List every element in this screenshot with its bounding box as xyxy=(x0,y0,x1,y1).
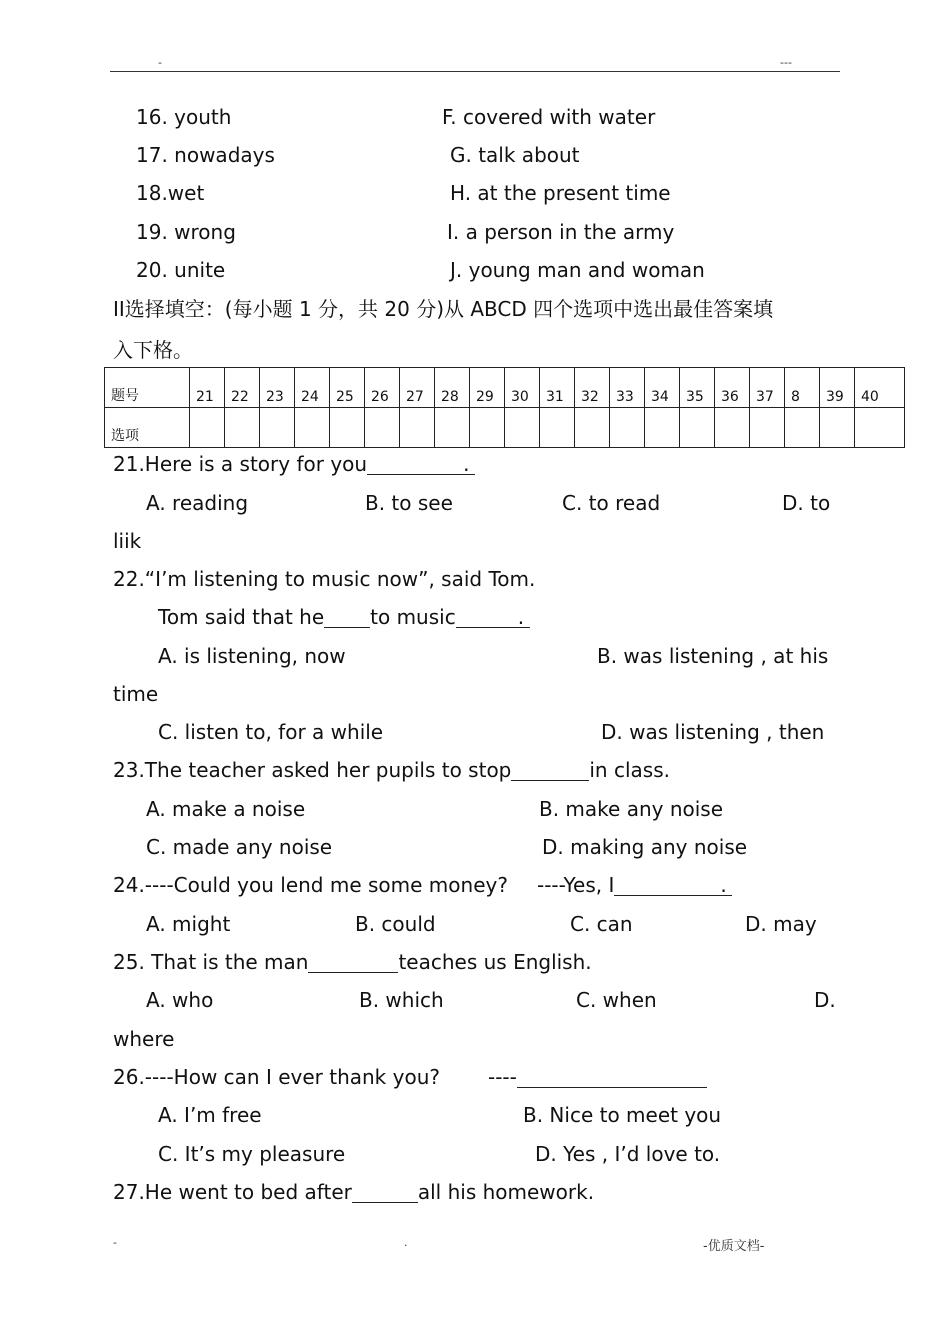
question-number-cell: 34 xyxy=(645,368,680,408)
matching-definition: H. at the present time xyxy=(450,181,671,205)
question-number-cell: 39 xyxy=(820,368,855,408)
option-d[interactable]: D. making any noise xyxy=(542,835,748,859)
question-24-stem: 24.----Could you lend me some money? xyxy=(113,873,508,897)
option-d[interactable]: D. xyxy=(814,988,836,1012)
option-b[interactable]: B. was listening , at his xyxy=(597,644,829,668)
matching-word: 16. youth xyxy=(136,105,232,129)
answer-blank[interactable] xyxy=(511,760,589,781)
matching-definition: G. talk about xyxy=(450,143,580,167)
answer-cell[interactable] xyxy=(540,408,575,448)
answer-blank[interactable] xyxy=(352,1182,418,1203)
option-b[interactable]: B. which xyxy=(359,988,444,1012)
answer-cell[interactable] xyxy=(260,408,295,448)
answer-table xyxy=(104,367,905,448)
option-c[interactable]: C. to read xyxy=(562,491,661,515)
option-a[interactable]: A. make a noise xyxy=(146,797,306,821)
answer-cell[interactable] xyxy=(330,408,365,448)
matching-definition: J. young man and woman xyxy=(450,258,705,282)
answer-cell[interactable] xyxy=(680,408,715,448)
answer-cell[interactable] xyxy=(225,408,260,448)
option-d[interactable]: D. may xyxy=(745,912,817,936)
question-number-cell: 32 xyxy=(575,368,610,408)
stem-text: in class. xyxy=(589,758,670,782)
matching-word: 17. nowadays xyxy=(136,143,275,167)
question-number-cell: 25 xyxy=(330,368,365,408)
question-number-cell: 40 xyxy=(855,368,905,408)
stem-text: 23.The teacher asked her pupils to stop xyxy=(113,758,512,782)
answer-cell[interactable] xyxy=(855,408,905,448)
option-d[interactable]: D. to xyxy=(782,491,831,515)
stem-text: 27.He went to bed after xyxy=(113,1180,352,1204)
answer-cell[interactable] xyxy=(190,408,225,448)
answer-cell[interactable] xyxy=(820,408,855,448)
question-number-cell: 8 xyxy=(785,368,820,408)
answer-cell[interactable] xyxy=(575,408,610,448)
option-c[interactable]: C. listen to, for a while xyxy=(158,720,384,744)
option-d[interactable]: D. was listening , then xyxy=(601,720,825,744)
answer-blank[interactable] xyxy=(614,875,732,896)
question-23-stem xyxy=(113,757,670,783)
stem-end: . xyxy=(720,873,727,897)
option-b[interactable]: B. could xyxy=(355,912,436,936)
question-number-cell: 29 xyxy=(470,368,505,408)
option-d-wrap: liik xyxy=(113,529,142,553)
question-number-cell: 33 xyxy=(610,368,645,408)
option-a[interactable]: A. is listening, now xyxy=(158,644,346,668)
stem-text: teaches us English. xyxy=(398,950,592,974)
row-label: 题号 xyxy=(105,368,190,408)
answer-blank[interactable] xyxy=(517,1067,707,1088)
header-left-mark: - xyxy=(158,56,162,69)
stem-text: 21.Here is a story for you xyxy=(113,452,368,476)
option-d[interactable]: D. Yes , I’d love to. xyxy=(535,1142,721,1166)
footer-left-mark: - xyxy=(113,1236,117,1249)
option-c[interactable]: C. It’s my pleasure xyxy=(158,1142,346,1166)
option-c[interactable]: C. when xyxy=(576,988,657,1012)
stem-text: Tom said that he xyxy=(158,605,325,629)
option-b[interactable]: B. make any noise xyxy=(539,797,724,821)
reply-text: ---- xyxy=(488,1065,517,1089)
question-22-line2 xyxy=(158,604,524,630)
option-a[interactable]: A. might xyxy=(146,912,231,936)
section-heading-cont: 入下格。 xyxy=(113,338,193,362)
answer-cell[interactable] xyxy=(365,408,400,448)
stem-text: to music xyxy=(370,605,456,629)
question-number-cell: 23 xyxy=(260,368,295,408)
answer-blank[interactable] xyxy=(367,454,475,475)
answer-blank[interactable] xyxy=(308,952,398,973)
option-b[interactable]: B. to see xyxy=(365,491,453,515)
matching-word: 18.wet xyxy=(136,181,205,205)
question-27-stem xyxy=(113,1179,594,1205)
answer-cell[interactable] xyxy=(715,408,750,448)
question-number-cell: 36 xyxy=(715,368,750,408)
option-b-wrap: time xyxy=(113,682,159,706)
matching-definition: F. covered with water xyxy=(442,105,656,129)
answer-cell[interactable] xyxy=(400,408,435,448)
section-heading: II选择填空：(每小题 1 分，共 20 分)从 ABCD 四个选项中选出最佳答案填 xyxy=(113,297,774,321)
answer-blank[interactable] xyxy=(324,607,370,628)
stem-end: . xyxy=(517,605,525,629)
header-right-mark: --- xyxy=(780,56,792,69)
answer-cell[interactable] xyxy=(470,408,505,448)
option-a[interactable]: A. who xyxy=(146,988,214,1012)
footer-watermark-text: -优质文档- xyxy=(703,1239,765,1254)
question-number-cell: 31 xyxy=(540,368,575,408)
option-d-wrap: where xyxy=(113,1027,175,1051)
table-row-answers xyxy=(105,408,905,448)
row-label: 选项 xyxy=(105,408,190,448)
matching-definition: I. a person in the army xyxy=(447,220,675,244)
stem-end: . xyxy=(463,452,470,476)
answer-cell[interactable] xyxy=(505,408,540,448)
question-number-cell: 37 xyxy=(750,368,785,408)
question-number-cell: 30 xyxy=(505,368,540,408)
question-26-reply xyxy=(488,1064,707,1090)
question-24-reply xyxy=(537,872,727,898)
question-22-stem: 22.“I’m listening to music now”, said Tom. xyxy=(113,567,536,591)
option-c[interactable]: C. can xyxy=(570,912,633,936)
stem-text: all his homework. xyxy=(417,1180,595,1204)
option-b[interactable]: B. Nice to meet you xyxy=(523,1103,722,1127)
option-a[interactable]: A. reading xyxy=(146,491,249,515)
footer-center-mark: . xyxy=(404,1236,408,1249)
matching-word: 20. unite xyxy=(136,258,226,282)
question-number-cell: 21 xyxy=(190,368,225,408)
answer-cell[interactable] xyxy=(785,408,820,448)
option-c[interactable]: C. made any noise xyxy=(146,835,333,859)
question-number-cell: 22 xyxy=(225,368,260,408)
answer-cell[interactable] xyxy=(750,408,785,448)
answer-cell[interactable] xyxy=(295,408,330,448)
header-rule xyxy=(110,71,840,72)
matching-word: 19. wrong xyxy=(136,220,236,244)
stem-text: 25. That is the man xyxy=(113,950,309,974)
question-26-stem: 26.----How can I ever thank you? xyxy=(113,1065,440,1089)
question-21-stem xyxy=(113,451,469,477)
reply-text: ----Yes, I xyxy=(537,873,615,897)
question-number-cell: 35 xyxy=(680,368,715,408)
question-number-cell: 27 xyxy=(400,368,435,408)
answer-cell[interactable] xyxy=(610,408,645,448)
answer-cell[interactable] xyxy=(645,408,680,448)
option-a[interactable]: A. I’m free xyxy=(158,1103,262,1127)
question-25-stem xyxy=(113,949,592,975)
answer-cell[interactable] xyxy=(435,408,470,448)
question-number-cell: 26 xyxy=(365,368,400,408)
table-row-numbers xyxy=(105,368,905,408)
question-number-cell: 24 xyxy=(295,368,330,408)
question-number-cell: 28 xyxy=(435,368,470,408)
